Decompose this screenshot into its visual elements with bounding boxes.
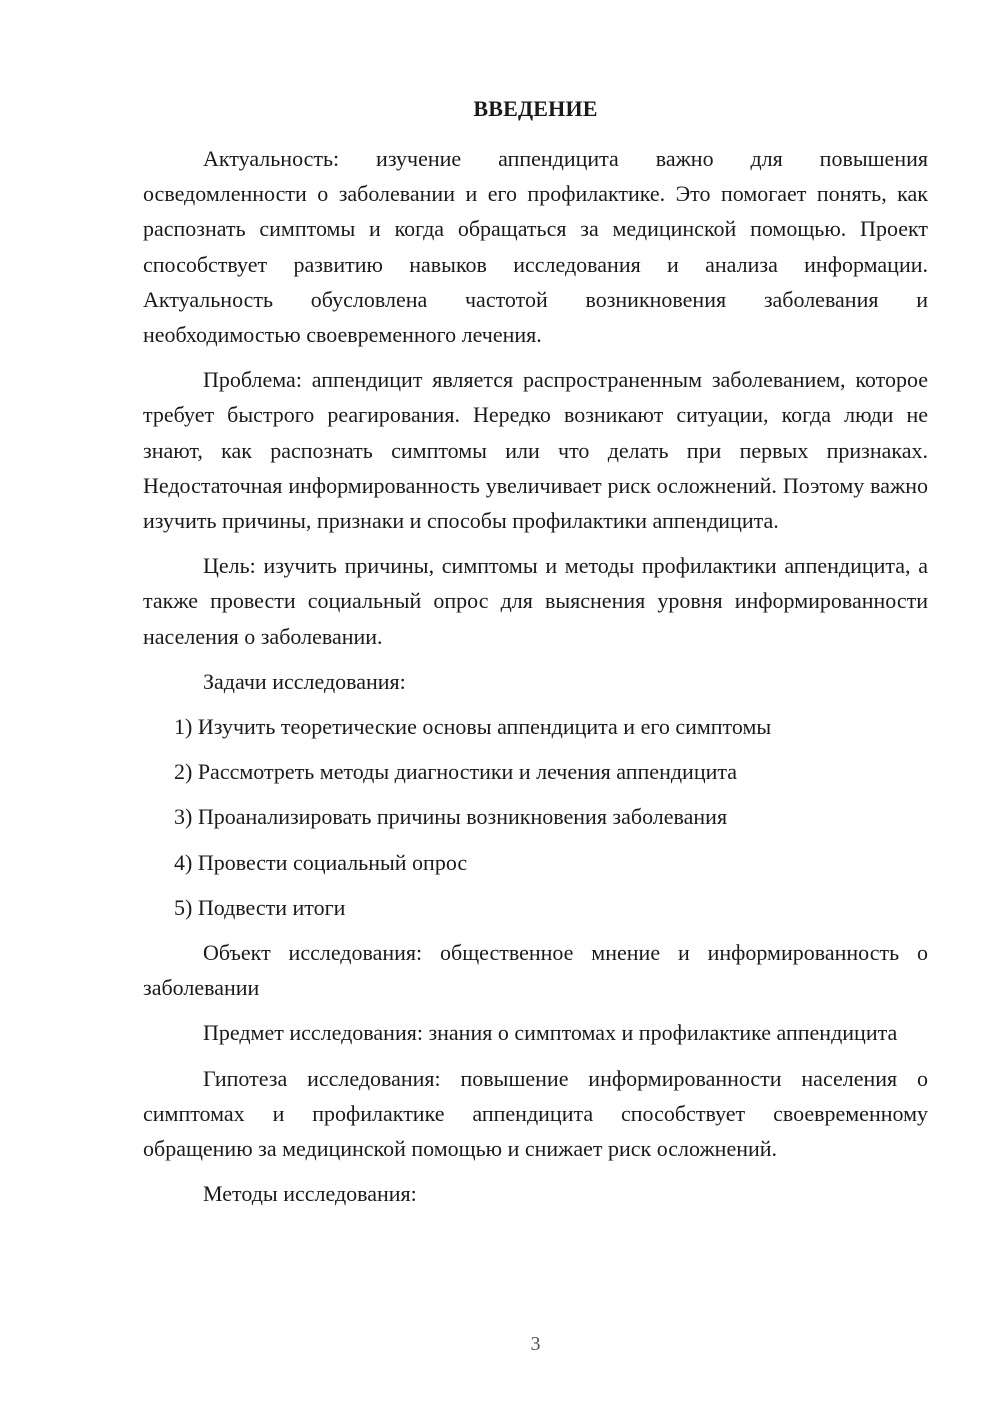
relevance-paragraph: Актуальность: изучение аппендицита важно для повышения осведомленности о заболевании и его профилактике. Это помогает понять, как распознать симптомы и когда обращаться за медицинской помощью. Проект способствует развитию навыков исследования и анализа информации. Актуальность обусловлена частотой возникновения заболевания и необходимостью своевременного лечения.	[143, 146, 928, 348]
goal-paragraph: Цель: изучить причины, симптомы и методы профилактики аппендицита, а также провести социальный опрос для выяснения уровня информированности населения о заболевании.	[143, 553, 928, 649]
page-number: 3	[530, 1333, 541, 1355]
problem-paragraph: Проблема: аппендицит является распространенным заболеванием, которое требует быстрого реагирования. Нередко возникают ситуации, когда люди не знают, как распознать симптомы или что делать при первых признаках. Недостаточная информированность увеличивает риск осложнений. Поэтому важно изучить причины, признаки и способы профилактики аппендицита.	[143, 367, 928, 534]
list-item: 2) Рассмотреть методы диагностики и лечения аппендицита	[174, 759, 738, 785]
document-body	[143, 141, 928, 1221]
object-paragraph: Объект исследования: общественное мнение и информированность о заболевании	[143, 940, 928, 1001]
list-item: 5) Подвести итоги	[174, 894, 346, 920]
hypothesis-paragraph: Гипотеза исследования: повышение информированности населения о симптомах и профилактике аппендицита способствует своевременному обращению за медицинской помощью и снижает риск осложнений.	[143, 1065, 928, 1162]
page-title: ВВЕДЕНИЕ	[473, 96, 598, 121]
tasks-list	[143, 709, 928, 925]
methods-heading: Методы исследования:	[203, 1181, 417, 1207]
subject-paragraph: Предмет исследования: знания о симптомах и профилактике аппендицита	[203, 1020, 898, 1046]
list-item: 1) Изучить теоретические основы аппендицита и его симптомы	[174, 714, 772, 740]
list-item: 3) Проанализировать причины возникновения заболевания	[174, 804, 728, 830]
list-item: 4) Провести социальный опрос	[174, 849, 468, 875]
document-page	[143, 0, 928, 1414]
tasks-heading: Задачи исследования:	[203, 668, 406, 694]
